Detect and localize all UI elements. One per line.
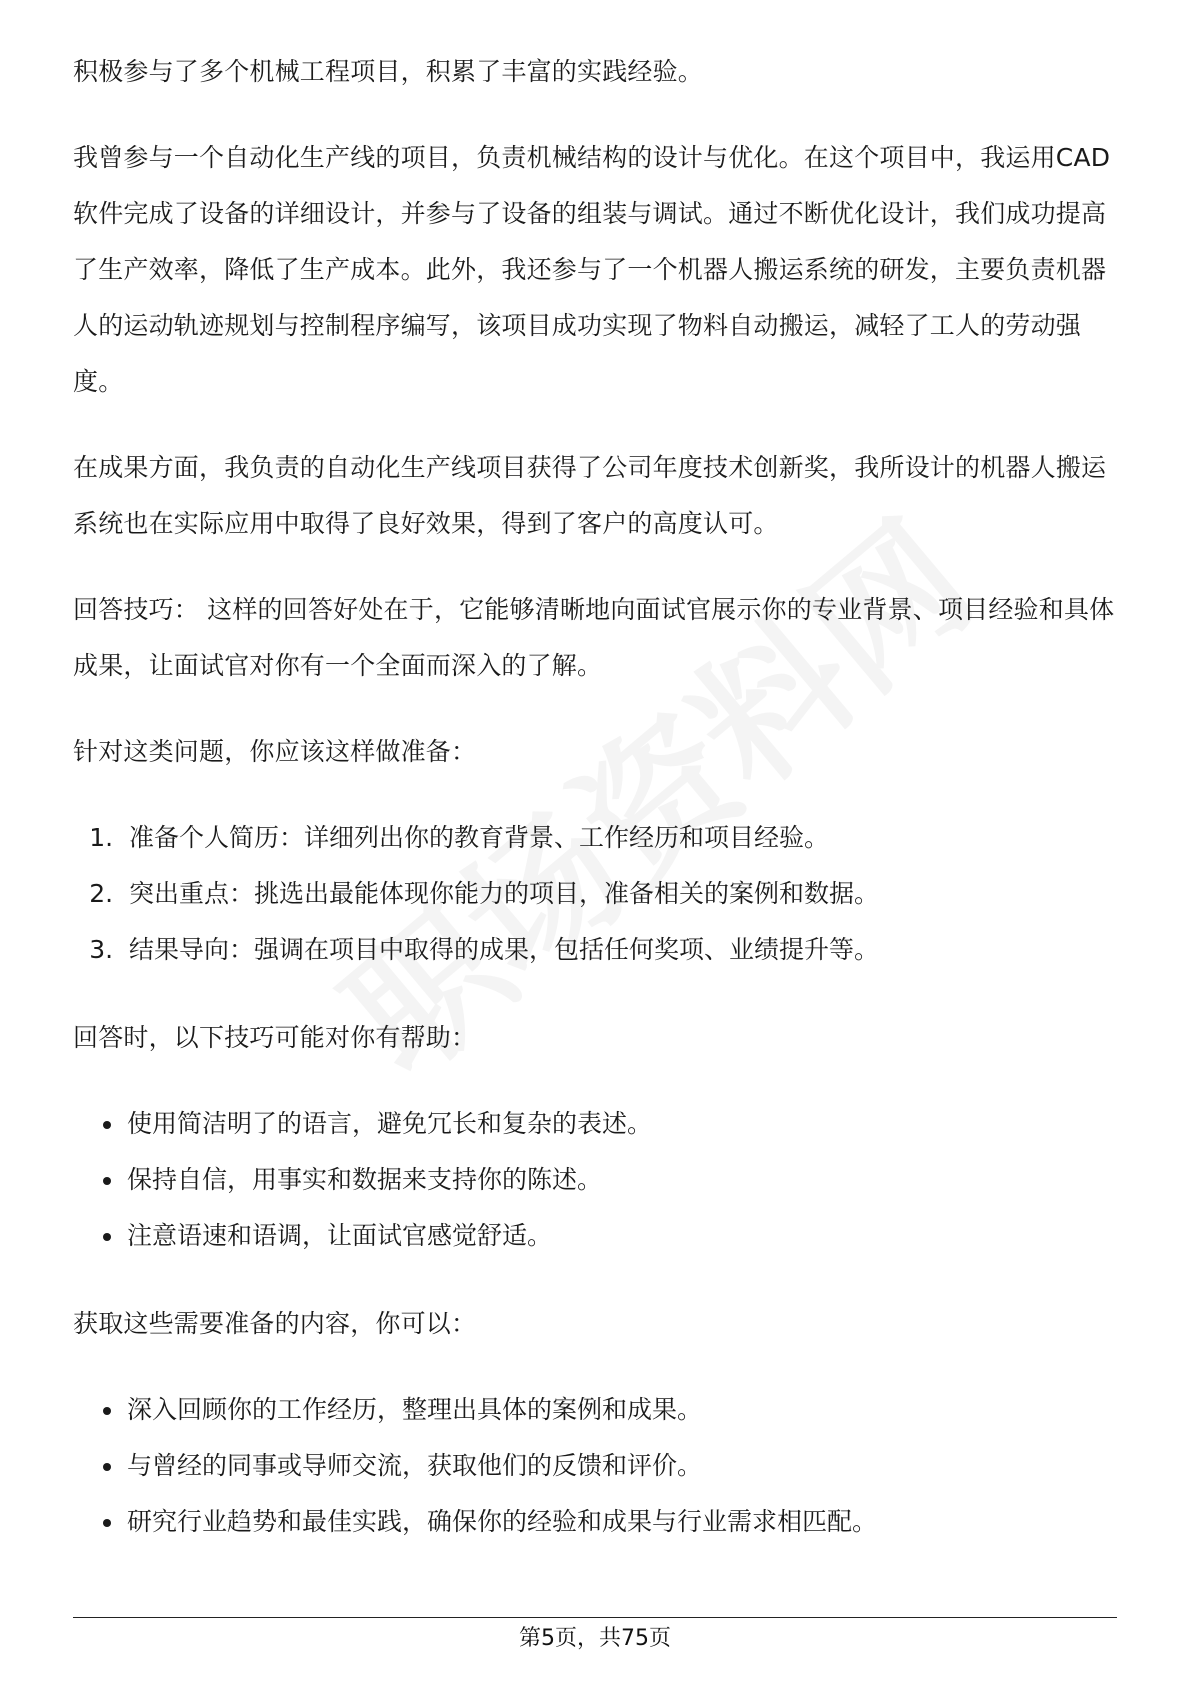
- list-item: 3. 结果导向：强调在项目中取得的成果，包括任何奖项、业绩提升等。: [121, 922, 1117, 978]
- gather-heading: 获取这些需要准备的内容，你可以：: [73, 1309, 477, 1338]
- list-item: • 研究行业趋势和最佳实践，确保你的经验和成果与行业需求相匹配。: [125, 1494, 1117, 1550]
- footer-divider: [73, 1617, 1117, 1618]
- list-item: • 保持自信，用事实和数据来支持你的陈述。: [125, 1152, 1117, 1208]
- list-item: • 深入回顾你的工作经历，整理出具体的案例和成果。: [125, 1382, 1117, 1438]
- document-body: [73, 44, 1117, 1582]
- intro-paragraph: 积极参与了多个机械工程项目，积累了丰富的实践经验。: [73, 57, 704, 86]
- answer-list: [73, 1096, 1117, 1264]
- list-item: • 与曾经的同事或导师交流，获取他们的反馈和评价。: [125, 1438, 1117, 1494]
- gather-list: [73, 1382, 1117, 1550]
- prepare-list: [73, 810, 1117, 978]
- list-item: • 注意语速和语调，让面试官感觉舒适。: [125, 1208, 1117, 1264]
- tips-paragraph: 回答技巧： 这样的回答好处在于，它能够清晰地向面试官展示你的专业背景、项目经验和具体成果，让面试官对你有一个全面而深入的了解。: [73, 595, 1115, 680]
- list-item: 1. 准备个人简历：详细列出你的教育背景、工作经历和项目经验。: [121, 810, 1117, 866]
- prepare-heading: 针对这类问题，你应该这样做准备：: [73, 737, 477, 766]
- achievements-paragraph: 在成果方面，我负责的自动化生产线项目获得了公司年度技术创新奖，我所设计的机器人搬运系统也在实际应用中取得了良好效果，得到了客户的高度认可。: [73, 453, 1107, 538]
- projects-paragraph: 我曾参与一个自动化生产线的项目，负责机械结构的设计与优化。在这个项目中，我运用CAD软件完成了设备的详细设计，并参与了设备的组装与调试。通过不断优化设计，我们成功提高了生产效率，降低了生产成本。此外，我还参与了一个机器人搬运系统的研发，主要负责机器人的运动轨迹规划与控制程序编写，该项目成功实现了物料自动搬运，减轻了工人的劳动强度。: [73, 143, 1111, 396]
- answer-heading: 回答时，以下技巧可能对你有帮助：: [73, 1023, 477, 1052]
- list-item: • 使用简洁明了的语言，避免冗长和复杂的表述。: [125, 1096, 1117, 1152]
- page-number: 第5页，共75页: [519, 1626, 671, 1651]
- list-item: 2. 突出重点：挑选出最能体现你能力的项目，准备相关的案例和数据。: [121, 866, 1117, 922]
